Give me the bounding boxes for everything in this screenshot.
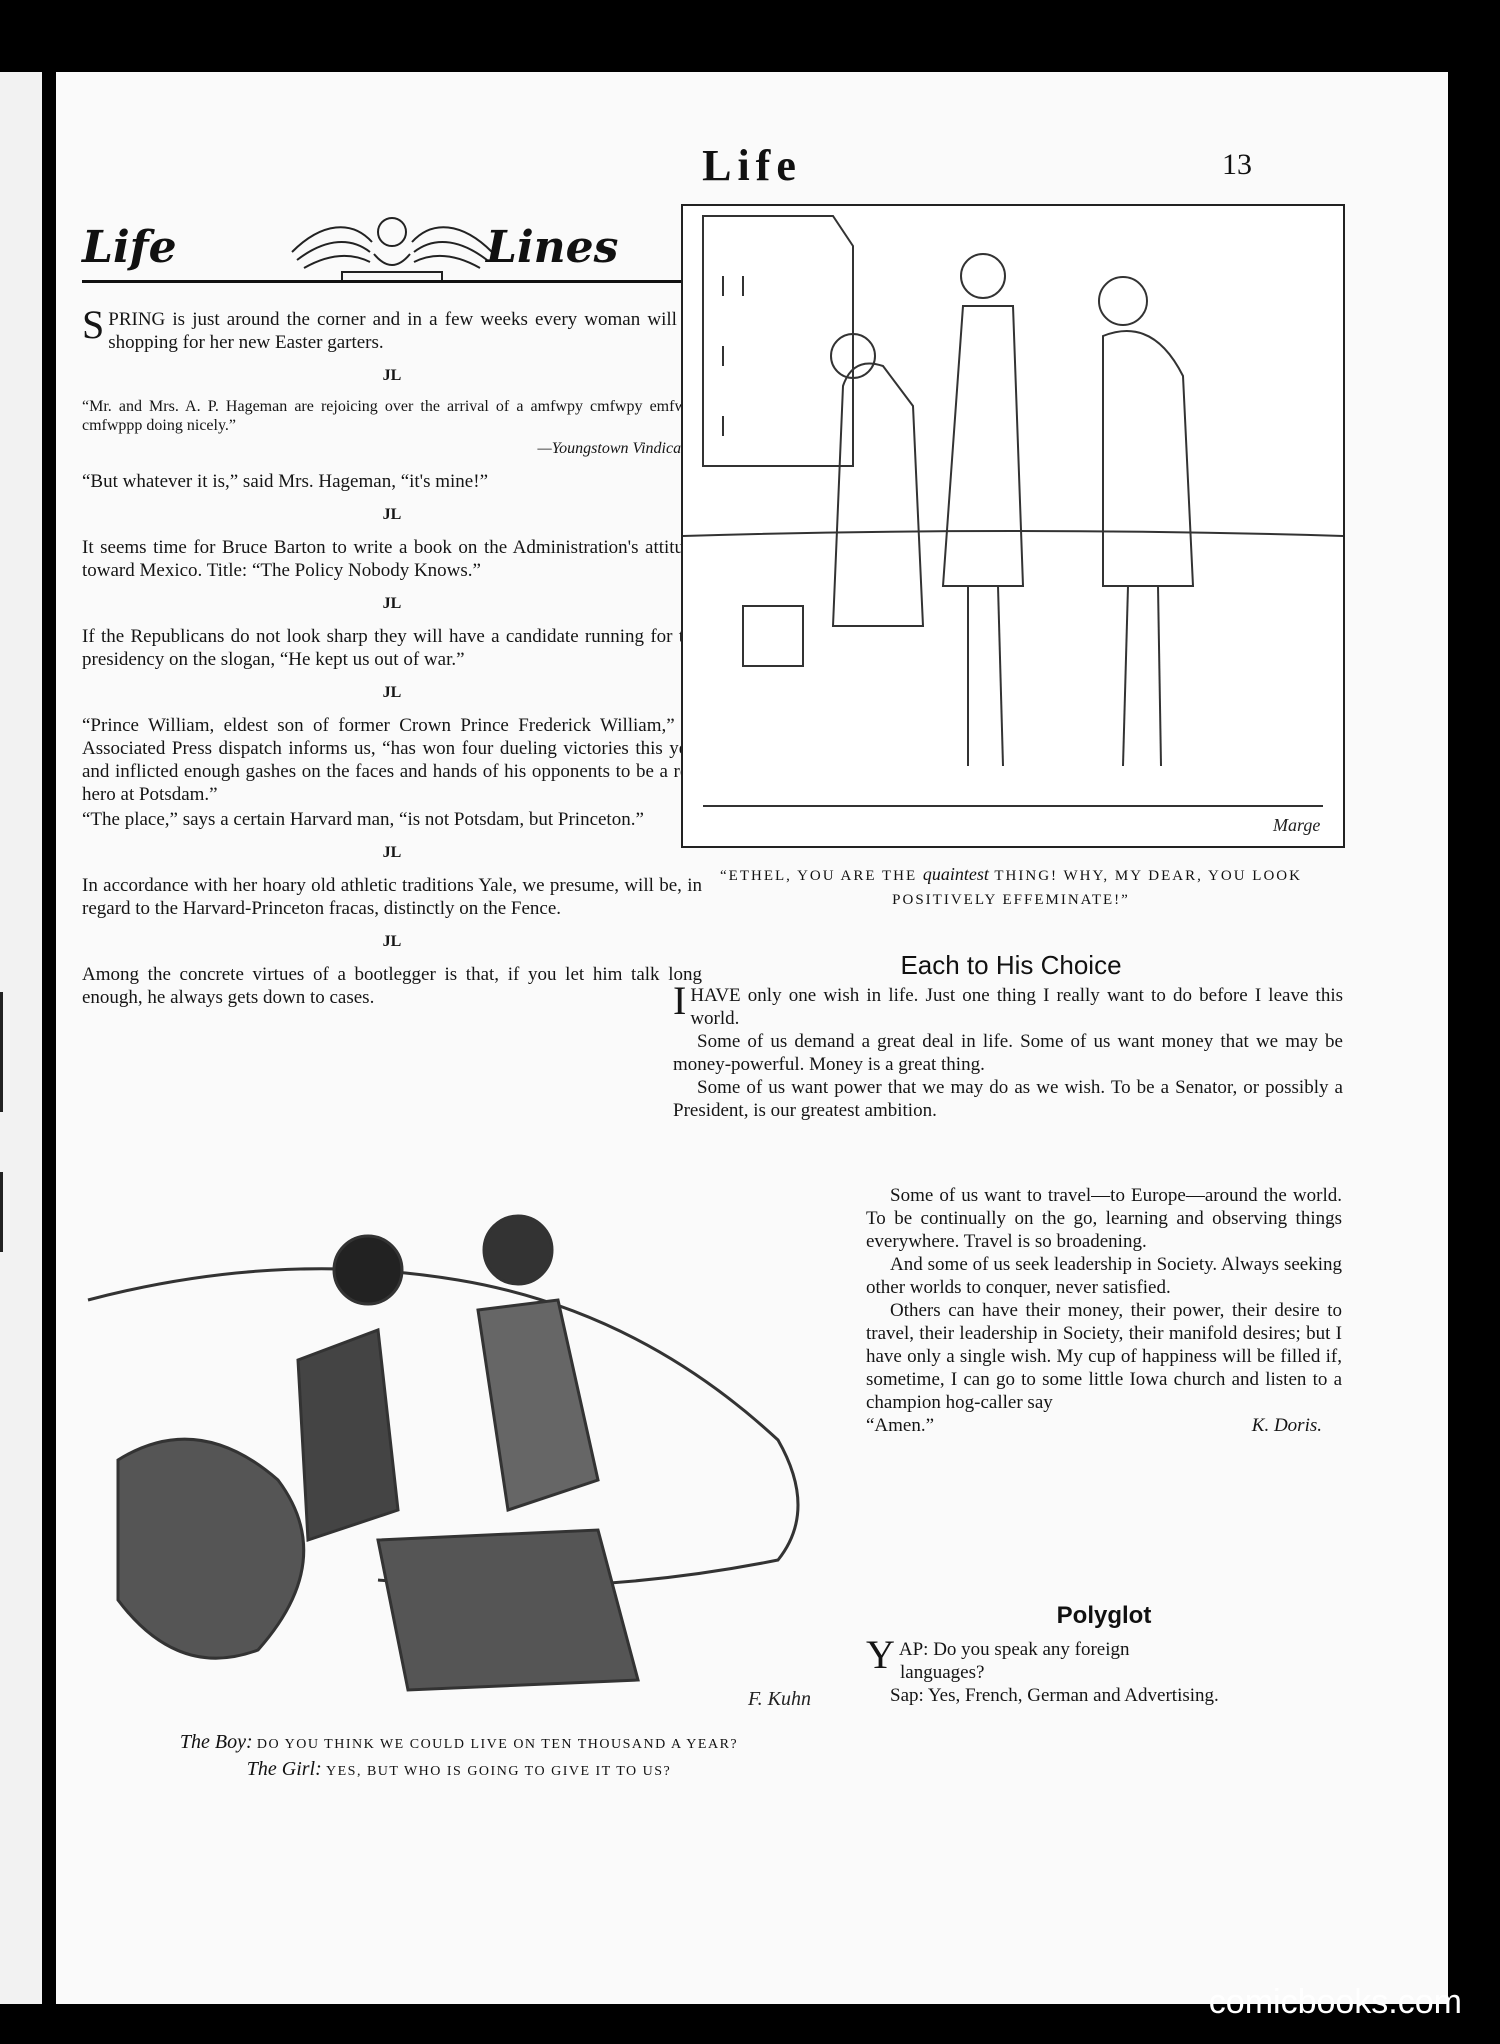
separator: JL [382, 595, 402, 612]
separator: JL [382, 367, 402, 384]
life-lines-column [82, 302, 702, 1023]
drop-cap: I [673, 978, 687, 1023]
quoted-item: “Mr. and Mrs. A. P. Hageman are rejoicing over the arrival of a amfwpy cmfwpy emfwpy cmfwppp doing nicely.” [82, 398, 702, 434]
page-number: 13 [1222, 148, 1252, 181]
article-paragraph: Some of us want power that we may do as we wish. To be a Senator, or possibly a President, is our greatest ambition. [673, 1077, 1343, 1121]
drop-cap: Y [866, 1632, 895, 1677]
drop-cap: S [82, 302, 105, 347]
item-barton: It seems time for Bruce Barton to write a book on the Administration's attitude toward Mexico. Title: “The Policy Nobody Knows.” [82, 537, 702, 581]
item-bootlegger: Among the concrete virtues of a bootlegger is that, if you let him talk long enough, he always gets down to cases. [82, 964, 702, 1008]
header-rule [82, 280, 702, 283]
life-lines-header-right: Lines [486, 222, 619, 273]
item-potsdam: “The place,” says a certain Harvard man, “is not Potsdam, but Princeton.” [82, 809, 644, 830]
author-name: K. Doris. [1251, 1415, 1322, 1436]
previous-page-drawing [0, 992, 42, 1112]
article-paragraph: Some of us demand a great deal in life. Some of us want money that we may be money-powerful. Money is a great thing. [673, 1031, 1343, 1075]
polyglot-title: Polyglot [1056, 1602, 1152, 1629]
article-paragraph: And some of us seek leadership in Society. Always seeking other worlds to conquer, never satisfied. [866, 1254, 1342, 1298]
separator: JL [382, 844, 402, 861]
cartoon-signature: Marge [1273, 815, 1321, 835]
article-title: Each to His Choice [900, 950, 1122, 980]
cartoon-illustration [681, 204, 1345, 848]
article-body [673, 978, 1343, 1122]
separator: JL [382, 684, 402, 701]
quote-citation: —Youngstown Vindicator. [537, 440, 702, 457]
previous-page-drawing [0, 1172, 42, 1252]
couple-drawing [78, 1180, 840, 1718]
article-paragraph: Others can have their money, their power, their desire to travel, their leadership in Society, their manifold desires; but I have only a single wish. My cup of happiness will be filled if, sometime, I can go to some little Iowa church and listen to a champion hog-caller say [866, 1300, 1342, 1413]
previous-page-edge [0, 72, 42, 2004]
item-yale: In accordance with her hoary old athletic traditions Yale, we presume, will be, in regard to the Harvard-Princeton fracas, distinctly on the Fence. [82, 875, 702, 919]
article-paragraph: IHAVE only one wish in life. Just one thing I really want to do before I leave this world. [673, 978, 1343, 1029]
masthead-title: Life [702, 141, 802, 190]
drawing-caption: The Boy: DO YOU THINK WE COULD LIVE ON TEN THOUSAND A YEAR? The Girl: YES, BUT WHO IS GOING TO GIVE IT TO US? [179, 1731, 739, 1780]
article-paragraph: Some of us want to travel—to Europe—around the world. To be continually on the go, learning and observing things everywhere. Travel is so broadening. [866, 1185, 1342, 1252]
item-republicans: If the Republicans do not look sharp they will have a candidate running for the presidency on the slogan, “He kept us out of war.” [82, 626, 702, 670]
item-hageman: “But whatever it is,” said Mrs. Hageman, “it's mine!” [82, 471, 489, 492]
polyglot-body: YAP: Do you speak any foreign languages? Sap: Yes, French, German and Advertising. [866, 1632, 1219, 1706]
item-prince: “Prince William, eldest son of former Crown Prince Frederick William,” an Associated Press dispatch informs us, “has won four dueling victories this year and inflicted enough gashes on the faces and hands of his opponents to be a real hero at Potsdam.” [82, 715, 702, 805]
magazine-page [56, 72, 1448, 2004]
life-lines-header-left: Life [82, 222, 177, 273]
cartoon-caption: “ETHEL, YOU ARE THE quaintest THING! WHY, MY DEAR, YOU LOOK POSITIVELY EFFEMINATE!” [720, 864, 1302, 908]
item-spring: SPRING is just around the corner and in a few weeks every woman will be shopping for her new Easter garters. [82, 302, 702, 353]
watermark: comicbooks.com [1208, 1983, 1462, 2021]
drawing-signature: F. Kuhn [748, 1688, 811, 1710]
separator: JL [382, 933, 402, 950]
article-body-continued [866, 1184, 1342, 1437]
article-signature-line: “Amen.” K. Doris. [866, 1415, 1322, 1436]
separator: JL [382, 506, 402, 523]
